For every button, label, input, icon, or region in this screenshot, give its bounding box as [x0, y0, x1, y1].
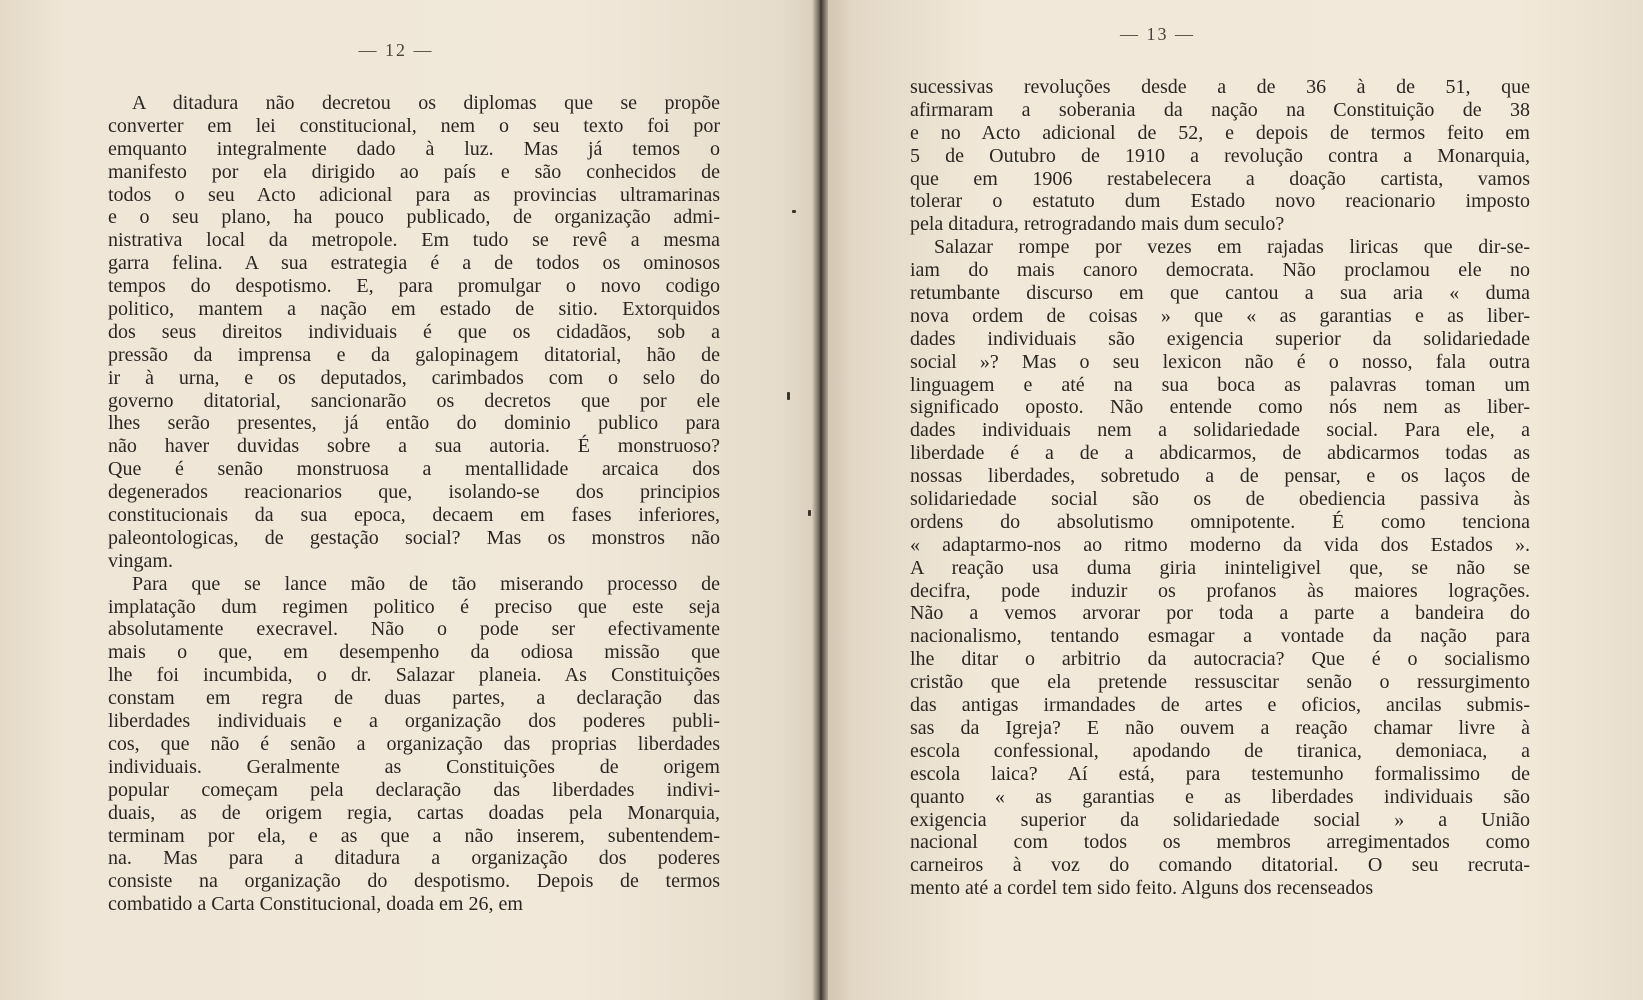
text-line: manifesto por ela dirigido ao país e são conhecidos de: [108, 160, 720, 183]
text-line: consiste na organização do despotismo. Depois de termos: [108, 870, 720, 893]
text-line: A ditadura não decretou os diplomas que se propõe: [132, 92, 720, 114]
text-line: iam do mais canoro democrata. Não proclamou ele no: [910, 259, 1530, 282]
text-line: governo ditatorial, sancionarão os decretos que por ele: [108, 389, 720, 412]
text-line: cristão que ela pretende ressuscitar senão o ressurgimento: [910, 671, 1530, 694]
ink-speck: [808, 510, 811, 516]
page-number-left: — 12 —: [358, 40, 434, 60]
text-line: ordens do absolutismo omnipotente. É como tenciona: [910, 510, 1530, 533]
text-line: cos, que não é senão a organização das proprias liberdades: [108, 732, 720, 755]
text-line: retumbante discurso em que cantou a sua aria « duma: [910, 282, 1530, 305]
text-line: duais, as de origem regia, cartas doadas pela Monarquia,: [108, 801, 720, 824]
left-page-text: [108, 92, 720, 916]
text-line: terminam por ela, e as que a não inserem, subentendem-: [108, 824, 720, 847]
text-line: paleontologicas, de gestação social? Mas os monstros não: [108, 526, 720, 549]
text-line: que em 1906 restabelecera a doação cartista, vamos: [910, 167, 1530, 190]
text-line: « adaptarmo-nos ao ritmo moderno da vida dos Estados ».: [910, 533, 1530, 556]
right-page-text: [910, 76, 1530, 900]
text-line: escola confessional, apodando de tiranica, demoniaca, a: [910, 739, 1530, 762]
text-line: 5 de Outubro de 1910 a revolução contra a Monarquia,: [910, 144, 1530, 167]
text-line: sas da Igreja? E não ouvem a reação chamar livre à: [910, 716, 1530, 739]
text-line: pressão da imprensa e da galopinagem ditatorial, hão de: [108, 343, 720, 366]
text-line: Salazar rompe por vezes em rajadas liricas que dir-se-: [934, 236, 1530, 259]
text-line: nistrativa local da metropole. Em tudo se revê a mesma: [108, 229, 720, 252]
text-line: na. Mas para a ditadura a organização dos poderes: [108, 847, 720, 870]
text-line: converter em lei constitucional, nem o seu texto foi por: [108, 114, 720, 137]
text-line: todos o seu Acto adicional para as provincias ultramarinas: [108, 183, 720, 206]
text-line: implatação dum regimen politico é preciso que este seja: [108, 595, 720, 618]
text-line: politico, mantem a nação em estado de sitio. Extorquidos: [108, 298, 720, 321]
text-line: absolutamente execravel. Não o pode ser efectivamente: [108, 618, 720, 641]
text-line: mais o que, em desempenho da odiosa missão que: [108, 641, 720, 664]
text-line: ir à urna, e os deputados, carimbados com o selo do: [108, 366, 720, 389]
text-line: A reação usa duma giria ininteligivel que, se não se: [910, 556, 1530, 579]
text-line: mento até a cordel tem sido feito. Alguns dos recenseados: [910, 877, 1374, 900]
text-line: Não a vemos arvorar por toda a parte a bandeira do: [910, 602, 1530, 625]
text-line: Para que se lance mão de tão miserando processo de: [132, 572, 720, 595]
text-line: vingam.: [108, 549, 173, 572]
text-line: constam em regra de duas partes, a declaração das: [108, 687, 720, 710]
text-line: significado oposto. Não entende como nós nem as liber-: [910, 396, 1530, 419]
text-line: lhes serão presentes, já então do dominio publico para: [108, 412, 720, 435]
text-line: tolerar o estatuto dum Estado novo reacionario imposto: [910, 190, 1530, 213]
text-line: social »? Mas o seu lexicon não é o nosso, fala outra: [910, 350, 1530, 373]
page-number-right: — 13 —: [1120, 24, 1195, 44]
text-line: quanto « as garantias e as liberdades individuais são: [910, 785, 1530, 808]
text-line: emquanto integralmente dado à luz. Mas já temos o: [108, 137, 720, 160]
text-line: afirmaram a soberania da nação na Constituição de 38: [910, 98, 1530, 121]
text-line: lhe foi incumbida, o dr. Salazar planeia. As Constituições: [108, 664, 720, 687]
text-line: nova ordem de coisas » que « as garantias e as liber-: [910, 304, 1530, 327]
text-line: e o seu plano, ha pouco publicado, de organização admi-: [108, 206, 720, 229]
text-line: popular começam pela declaração das liberdades indivi-: [108, 778, 720, 801]
text-line: lhe ditar o arbitrio da autocracia? Que é o socialismo: [910, 648, 1530, 671]
text-line: liberdades individuais e a organização dos poderes publi-: [108, 710, 720, 733]
text-line: solidariedade social são os de obediencia passiva às: [910, 488, 1530, 511]
text-line: nacionalismo, tentando esmagar a vontade da nação para: [910, 625, 1530, 648]
right-page: [822, 0, 1643, 1000]
text-line: constitucionais da sua epoca, decaem em fases inferiores,: [108, 504, 720, 527]
text-line: dos seus direitos individuais é que os cidadãos, sob a: [108, 320, 720, 343]
text-line: dades individuais são exigencia superior da solidariedade: [910, 327, 1530, 350]
text-line: garra felina. A sua estrategia é a de todos os ominosos: [108, 252, 720, 275]
text-line: exigencia superior da solidariedade social » a União: [910, 808, 1530, 831]
text-line: degenerados reacionarios que, isolando-se dos principios: [108, 481, 720, 504]
text-line: e no Acto adicional de 52, e depois de termos feito em: [910, 121, 1530, 144]
book-gutter: [812, 0, 828, 1000]
text-line: nacional com todos os membros arregimentados como: [910, 831, 1530, 854]
text-line: escola laica? Aí está, para testemunho formalissimo de: [910, 762, 1530, 785]
text-line: das antigas irmandades de artes e oficios, ancilas submis-: [910, 694, 1530, 717]
text-line: combatido a Carta Constitucional, doada em 26, em: [108, 893, 523, 916]
ink-speck: [787, 392, 790, 400]
text-line: pela ditadura, retrogradando mais dum seculo?: [910, 213, 1285, 236]
text-line: nossas liberdades, sobretudo a de pensar, e os laços de: [910, 465, 1530, 488]
text-line: carneiros à voz do comando ditatorial. O seu recruta-: [910, 854, 1530, 877]
text-line: Que é senão monstruosa a mentallidade arcaica dos: [108, 458, 720, 481]
text-line: liberdade é a de a abdicarmos, de abdicarmos todas as: [910, 442, 1530, 465]
text-line: linguagem e até na sua boca as palavras toman um: [910, 373, 1530, 396]
text-line: não haver duvidas sobre a sua autoria. É monstruoso?: [108, 435, 720, 458]
ink-speck: [792, 210, 796, 213]
text-line: individuais. Geralmente as Constituições de origem: [108, 755, 720, 778]
text-line: tempos do despotismo. E, para promulgar o novo codigo: [108, 275, 720, 298]
text-line: sucessivas revoluções desde a de 36 à de 51, que: [910, 76, 1530, 98]
text-line: decifra, pode induzir os profanos às maiores lograções.: [910, 579, 1530, 602]
text-line: dades individuais nem a solidariedade social. Para ele, a: [910, 419, 1530, 442]
